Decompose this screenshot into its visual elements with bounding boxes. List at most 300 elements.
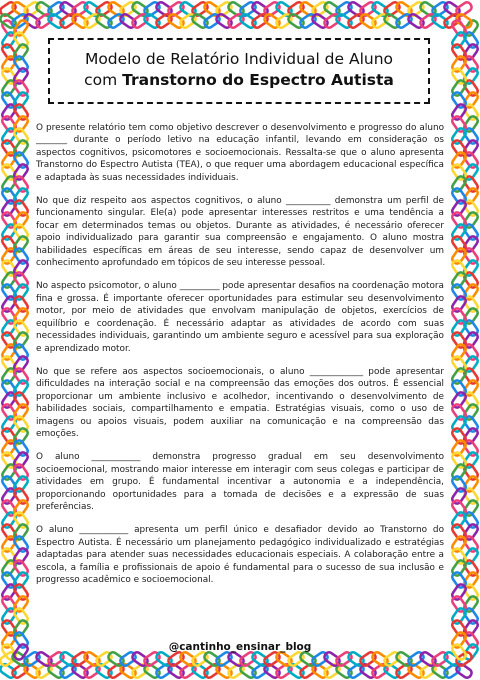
chain-link [11, 1, 29, 18]
chain-link [203, 13, 221, 30]
chain-link [1, 463, 18, 481]
chain-link [463, 415, 480, 433]
chain-link [451, 523, 468, 541]
report-body [36, 122, 444, 597]
chain-link [463, 283, 480, 301]
chain-link [215, 663, 233, 680]
chain-link [431, 13, 449, 30]
chain-link [443, 663, 461, 680]
chain-link [371, 651, 389, 668]
chain-link [451, 511, 468, 529]
chain-link [1, 151, 18, 169]
chain-link [13, 619, 30, 637]
chain-link [11, 663, 29, 680]
chain-link [13, 247, 30, 265]
chain-link [13, 67, 30, 85]
chain-link [1, 355, 18, 373]
chain-link [431, 651, 449, 668]
chain-link [451, 487, 468, 505]
chain-link [443, 13, 461, 30]
chain-link [71, 663, 89, 680]
chain-link [347, 13, 365, 30]
chain-link [13, 571, 30, 589]
chain-link [463, 235, 480, 253]
chain-link [463, 487, 480, 505]
chain-link [251, 663, 269, 680]
chain-link [431, 663, 449, 680]
chain-link [131, 651, 149, 668]
chain-link [179, 651, 197, 668]
chain-link [1, 499, 18, 517]
chain-link [463, 343, 480, 361]
chain-link [451, 535, 468, 553]
chain-link [13, 187, 30, 205]
chain-link [1, 211, 18, 229]
chain-link [23, 13, 41, 30]
chain-link [1, 235, 18, 253]
chain-link [0, 1, 17, 18]
chain-link [83, 651, 101, 668]
chain-link [263, 663, 281, 680]
chain-link [191, 651, 209, 668]
chain-link [463, 607, 480, 625]
chain-link [35, 13, 53, 30]
chain-link [463, 103, 480, 121]
paragraph-cognitive: No que diz respeito aos aspectos cognitivos, o aluno __________ demonstra um perfil de funcionamento singular. Ele(a) pode apresentar interesses restritos e uma tendência a focar em determinados temas ou objetos. Durante as atividades, é necessário oferecer apoio individualizado para garantir sua compreensão e engajamento. O aluno mostra habilidades específicas em áreas de seu interesse, sendo capaz de desenvolver um conhecimento aprofundado em tópicos de seu interesse pessoal. [36, 196, 444, 269]
chain-link [1, 391, 18, 409]
chain-link [463, 67, 480, 85]
chain-link [143, 663, 161, 680]
chain-link [13, 355, 30, 373]
chain-link [451, 403, 468, 421]
chain-link [13, 511, 30, 529]
chain-link [1, 583, 18, 601]
chain-link [1, 619, 18, 637]
chain-link [95, 13, 113, 30]
chain-link [1, 139, 18, 157]
chain-link [1, 451, 18, 469]
chain-link [463, 79, 480, 97]
chain-link [47, 663, 65, 680]
chain-link [13, 595, 30, 613]
chain-link [155, 651, 173, 668]
chain-link [1, 175, 18, 193]
chain-link [1, 487, 18, 505]
chain-link [463, 631, 480, 649]
chain-link [451, 283, 468, 301]
chain-link [451, 631, 468, 649]
chain-link [311, 13, 329, 30]
chain-link [167, 13, 185, 30]
chain-link [335, 1, 353, 18]
chain-link [451, 427, 468, 445]
chain-link [1, 607, 18, 625]
chain-link [47, 13, 65, 30]
chain-link [251, 1, 269, 18]
chain-link [463, 187, 480, 205]
chain-link [451, 115, 468, 133]
chain-link [451, 151, 468, 169]
chain-link [451, 391, 468, 409]
chain-link [359, 13, 377, 30]
chain-link [13, 211, 30, 229]
chain-link [1, 187, 18, 205]
chain-link [463, 199, 480, 217]
chain-link [451, 583, 468, 601]
chain-link [1, 343, 18, 361]
chain-link [275, 663, 293, 680]
chain-link [131, 1, 149, 18]
chain-link [227, 13, 245, 30]
chain-link [451, 307, 468, 325]
chain-link [1, 535, 18, 553]
chain-link [83, 13, 101, 30]
chain-link [463, 463, 480, 481]
chain-link [451, 547, 468, 565]
chain-link [263, 13, 281, 30]
chain-link [1, 427, 18, 445]
chain-link [191, 13, 209, 30]
chain-link [71, 13, 89, 30]
chain-link [263, 1, 281, 18]
chain-link [299, 651, 317, 668]
chain-link [463, 379, 480, 397]
title-line-2 [50, 71, 428, 89]
chain-link [463, 475, 480, 493]
chain-link [1, 379, 18, 397]
chain-link [1, 571, 18, 589]
chain-link [23, 663, 41, 680]
chain-link [287, 663, 305, 680]
chain-link [1, 43, 18, 61]
chain-link [13, 487, 30, 505]
chain-link [13, 175, 30, 193]
chain-link [13, 499, 30, 517]
chain-link [1, 79, 18, 97]
chain-link [463, 175, 480, 193]
chain-link [13, 139, 30, 157]
chain-link [1, 19, 18, 37]
chain-link [371, 13, 389, 30]
chain-link [451, 607, 468, 625]
chain-link [35, 651, 53, 668]
chain-link [451, 343, 468, 361]
chain-link [451, 31, 468, 49]
chain-link [47, 1, 65, 18]
chain-link [463, 211, 480, 229]
chain-link [1, 475, 18, 493]
chain-link [463, 259, 480, 277]
chain-link [451, 259, 468, 277]
chain-link [107, 663, 125, 680]
chain-link [463, 271, 480, 289]
chain-link [1, 511, 18, 529]
chain-link [1, 115, 18, 133]
chain-link [347, 651, 365, 668]
chain-link [95, 1, 113, 18]
chain-link [1, 127, 18, 145]
chain-link [463, 595, 480, 613]
chain-link [13, 379, 30, 397]
chain-link [463, 247, 480, 265]
chain-link [191, 663, 209, 680]
chain-link [463, 403, 480, 421]
chain-link [13, 151, 30, 169]
chain-link [419, 663, 437, 680]
chain-link [287, 1, 305, 18]
chain-link [13, 391, 30, 409]
chain-link [0, 13, 17, 30]
chain-link [463, 499, 480, 517]
chain-link [1, 415, 18, 433]
chain-link [1, 247, 18, 265]
chain-link [1, 307, 18, 325]
chain-link [463, 439, 480, 457]
title-line-2-bold: Transtorno do Espectro Autista [122, 71, 394, 89]
chain-link [1, 223, 18, 241]
chain-link [451, 379, 468, 397]
chain-link [463, 367, 480, 385]
chain-link [443, 1, 461, 18]
chain-link [451, 595, 468, 613]
chain-link [143, 13, 161, 30]
chain-link [1, 439, 18, 457]
chain-link [323, 1, 341, 18]
chain-link [463, 331, 480, 349]
chain-link [13, 259, 30, 277]
chain-link [35, 1, 53, 18]
chain-link [463, 115, 480, 133]
chain-link [359, 651, 377, 668]
chain-link [463, 427, 480, 445]
chain-link [155, 1, 173, 18]
chain-link [23, 651, 41, 668]
chain-link [13, 55, 30, 73]
chain-link [323, 13, 341, 30]
chain-link [13, 79, 30, 97]
chain-link [227, 663, 245, 680]
chain-link [455, 13, 473, 30]
chain-link [1, 163, 18, 181]
chain-link [407, 651, 425, 668]
chain-link [119, 663, 137, 680]
chain-link [13, 91, 30, 109]
chain-link [1, 631, 18, 649]
chain-link [451, 271, 468, 289]
chain-link [451, 295, 468, 313]
chain-link [203, 663, 221, 680]
chain-link [1, 31, 18, 49]
chain-link [451, 127, 468, 145]
chain-link [451, 319, 468, 337]
chain-link [203, 1, 221, 18]
chain-link [407, 663, 425, 680]
chain-link [107, 13, 125, 30]
chain-link [1, 199, 18, 217]
chain-link [167, 651, 185, 668]
chain-link [23, 1, 41, 18]
chain-link [383, 13, 401, 30]
chain-link [463, 583, 480, 601]
chain-link [13, 559, 30, 577]
title-line-1: Modelo de Relatório Individual de Aluno [84, 50, 394, 68]
chain-link [131, 13, 149, 30]
chain-link [1, 523, 18, 541]
chain-link [451, 175, 468, 193]
report-page [30, 30, 450, 653]
paragraph-conclusion: O aluno ___________ apresenta um perfil único e desafiador devido ao Transtorno do Espectro Autista. É necessário um planejamento pedagógico individualizado e estratégias adaptadas para atender suas necessidades educacionais especiais. A colaboração entre a escola, a família e profissionais de apoio é fundamental para o sucesso de sua inclusão e progresso acadêmico e socioemocional. [36, 525, 444, 585]
chain-link [451, 331, 468, 349]
title-box [48, 38, 430, 104]
chain-link [131, 663, 149, 680]
chain-link [179, 663, 197, 680]
chain-link [0, 663, 17, 680]
chain-link [239, 663, 257, 680]
footer-handle: @cantinho_ensinar_blog [168, 641, 312, 653]
chain-link [13, 103, 30, 121]
chain-link [263, 651, 281, 668]
chain-link [1, 259, 18, 277]
chain-link [463, 643, 480, 661]
chain-link [443, 651, 461, 668]
chain-link [1, 367, 18, 385]
chain-link [407, 1, 425, 18]
chain-link [451, 439, 468, 457]
chain-link [107, 1, 125, 18]
chain-link [13, 523, 30, 541]
chain-link [451, 163, 468, 181]
chain-link [451, 355, 468, 373]
chain-link [455, 663, 473, 680]
chain-link [275, 651, 293, 668]
chain-link [83, 1, 101, 18]
chain-link [347, 663, 365, 680]
chain-link [407, 13, 425, 30]
chain-link [119, 13, 137, 30]
chain-link [431, 1, 449, 18]
chain-link [215, 13, 233, 30]
chain-link [1, 559, 18, 577]
chain-link [71, 1, 89, 18]
chain-link [179, 13, 197, 30]
chain-link [451, 463, 468, 481]
chain-link [419, 1, 437, 18]
chain-link [13, 283, 30, 301]
chain-link [463, 547, 480, 565]
chain-link [251, 13, 269, 30]
chain-link [359, 1, 377, 18]
chain-link [13, 271, 30, 289]
chain-link [13, 331, 30, 349]
chain-link [451, 499, 468, 517]
chain-link [13, 115, 30, 133]
chain-link [13, 451, 30, 469]
chain-link [451, 139, 468, 157]
chain-link [1, 643, 18, 661]
chain-link [0, 651, 17, 668]
chain-link [239, 1, 257, 18]
chain-link [13, 415, 30, 433]
chain-link [107, 651, 125, 668]
chain-link [451, 43, 468, 61]
chain-link [463, 163, 480, 181]
chain-link [13, 403, 30, 421]
chain-link [179, 1, 197, 18]
chain-link [275, 1, 293, 18]
chain-link [451, 415, 468, 433]
chain-link [463, 91, 480, 109]
chain-link [13, 535, 30, 553]
chain-link [463, 151, 480, 169]
chain-link [13, 631, 30, 649]
chain-link [383, 1, 401, 18]
chain-link [119, 1, 137, 18]
chain-link [191, 1, 209, 18]
chain-link [13, 463, 30, 481]
chain-link [13, 163, 30, 181]
chain-link [395, 13, 413, 30]
chain-link [463, 127, 480, 145]
chain-link [95, 651, 113, 668]
chain-link [13, 475, 30, 493]
chain-link [463, 451, 480, 469]
chain-link [463, 307, 480, 325]
chain-link [1, 67, 18, 85]
chain-link [383, 651, 401, 668]
chain-link [451, 475, 468, 493]
chain-link [13, 307, 30, 325]
chain-link [463, 319, 480, 337]
chain-link [239, 651, 257, 668]
chain-link [13, 547, 30, 565]
chain-link [83, 663, 101, 680]
chain-link [1, 91, 18, 109]
chain-link [13, 199, 30, 217]
chain-link [167, 663, 185, 680]
chain-link [95, 663, 113, 680]
chain-link [1, 55, 18, 73]
chain-link [451, 619, 468, 637]
chain-link [35, 663, 53, 680]
chain-link [311, 1, 329, 18]
chain-link [287, 651, 305, 668]
chain-link [13, 31, 30, 49]
chain-link [419, 13, 437, 30]
chain-link [13, 19, 30, 37]
chain-link [13, 607, 30, 625]
chain-link [251, 651, 269, 668]
chain-link [299, 13, 317, 30]
chain-link [451, 67, 468, 85]
chain-link [395, 663, 413, 680]
chain-link [395, 1, 413, 18]
chain-link [143, 651, 161, 668]
chain-link [419, 651, 437, 668]
chain-link [155, 13, 173, 30]
chain-link [13, 427, 30, 445]
chain-link [13, 223, 30, 241]
chain-link [13, 367, 30, 385]
chain-link [463, 55, 480, 73]
chain-link [11, 13, 29, 30]
chain-link [463, 31, 480, 49]
paragraph-psychomotor: No aspecto psicomotor, o aluno _________ pode apresentar desafios na coordenação motora fina e grossa. É importante oferecer oportunidades para estimular seu desenvolvimento motor, por meio de atividades que envolvam manipulação de objetos, exercícios de equilíbrio e coordenação. É necessário adaptar as atividades de acordo com suas necessidades individuais, garantindo um ambiente seguro e acessível para sua exploração e aprendizado motor. [36, 281, 444, 354]
chain-link [1, 283, 18, 301]
chain-link [323, 663, 341, 680]
chain-link [455, 651, 473, 668]
chain-link [59, 1, 77, 18]
chain-link [463, 535, 480, 553]
